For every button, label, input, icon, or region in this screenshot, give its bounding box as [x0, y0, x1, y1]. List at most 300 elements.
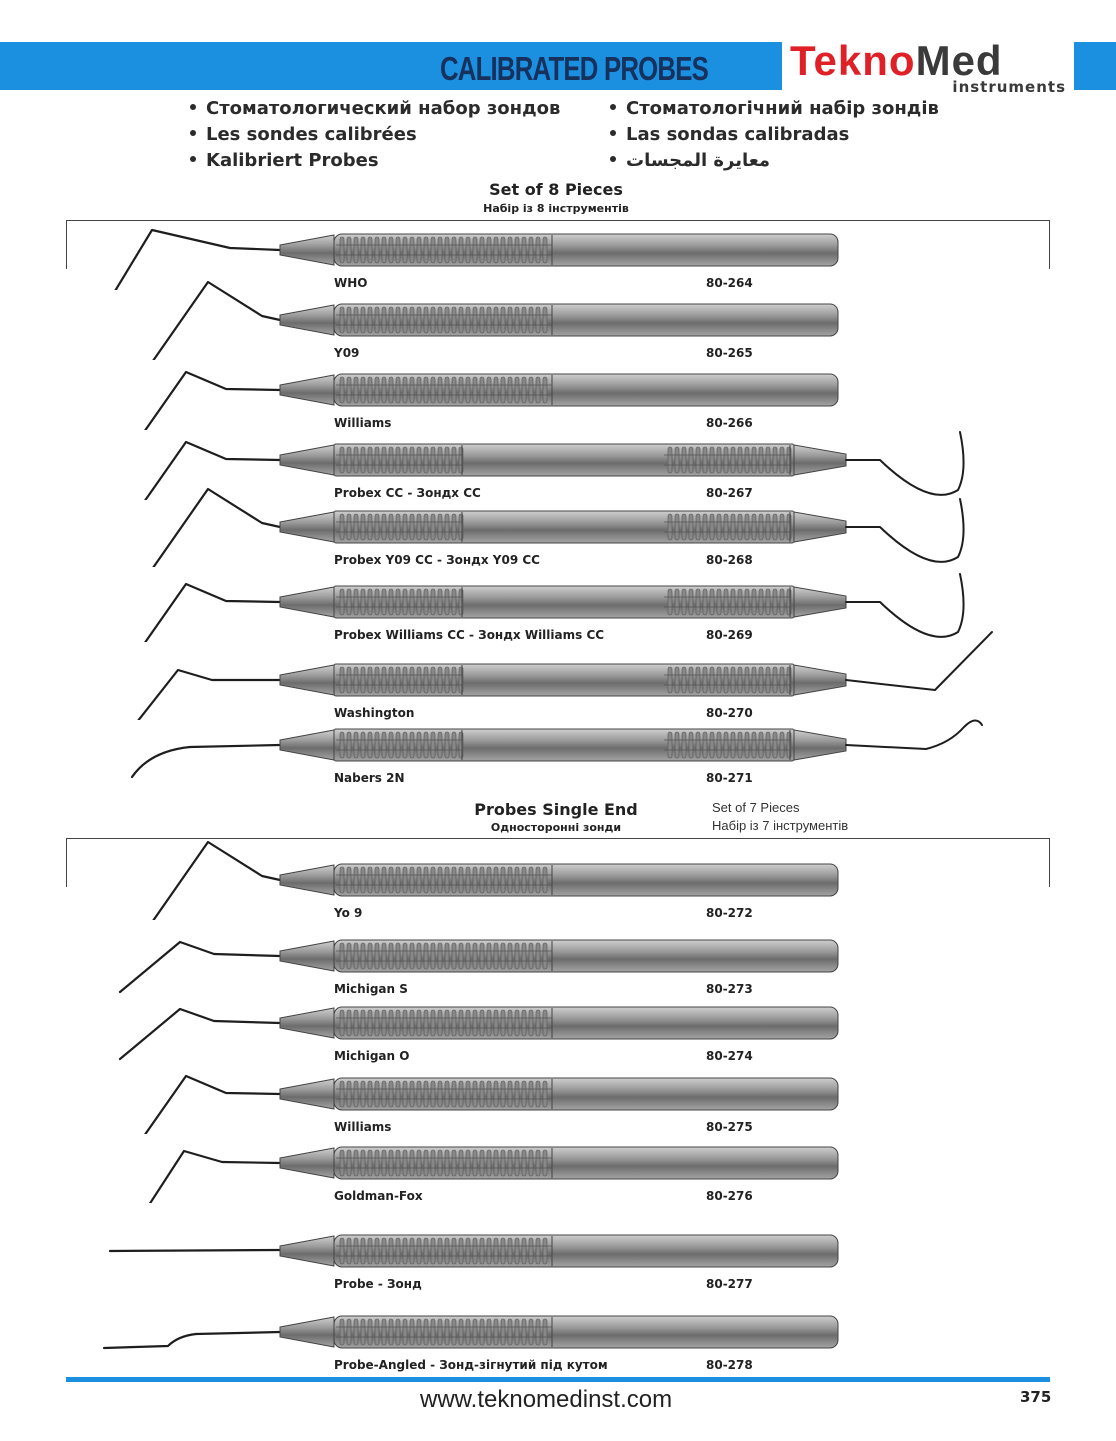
knurl-ridge: [340, 1238, 344, 1264]
instrument-name: Probex Williams CC - Зондх Williams CC: [334, 628, 605, 642]
instrument-code: 80-273: [706, 982, 753, 996]
instrument-row: [0, 1103, 1116, 1203]
knurl-ridge: [431, 514, 435, 540]
knurl-ridge: [368, 732, 372, 758]
probe-tip: [110, 1250, 280, 1251]
knurl-ridge: [494, 1238, 498, 1264]
knurl-ridge: [738, 589, 742, 615]
translation-text: Las sondas calibradas: [626, 124, 850, 145]
instrument-name: Goldman-Fox: [334, 1189, 423, 1203]
knurl-ridge: [424, 867, 428, 893]
knurl-ridge: [410, 1238, 414, 1264]
footer-url: www.teknomedinst.com: [420, 1386, 673, 1413]
set-eight-title: Set of 8 Pieces: [489, 180, 623, 199]
knurl-ridge: [731, 732, 735, 758]
knurl-ridge: [766, 514, 770, 540]
instrument-code: 80-264: [706, 276, 753, 290]
instrument-code: 80-269: [706, 628, 753, 642]
knurl-ridge: [361, 589, 365, 615]
instrument-name: Michigan O: [334, 1049, 410, 1063]
single-end-subtitle: Односторонні зонди: [490, 821, 622, 834]
instrument-code: 80-265: [706, 346, 753, 360]
knurl-ridge: [361, 514, 365, 540]
knurl-ridge: [717, 589, 721, 615]
knurl-ridge: [752, 514, 756, 540]
knurl-ridge: [543, 867, 547, 893]
instrument-name: Probe - Зонд: [334, 1277, 422, 1291]
instrument-name: Williams: [334, 416, 392, 430]
knurl-ridge: [515, 867, 519, 893]
knurl-ridge: [361, 867, 365, 893]
knurl-ridge: [431, 1010, 435, 1036]
knurl-ridge: [689, 589, 693, 615]
knurl-ridge: [501, 1238, 505, 1264]
instrument-code: 80-270: [706, 706, 753, 720]
knurl-ridge: [368, 1238, 372, 1264]
handle-cone: [794, 730, 846, 760]
brand-wordmark-red: Tekno: [790, 37, 916, 84]
knurl-ridge: [466, 1010, 470, 1036]
knurl-ridge: [724, 589, 728, 615]
knurl-ridge: [410, 1010, 414, 1036]
knurl-ridge: [396, 1150, 400, 1176]
knurl-ridge: [543, 1150, 547, 1176]
knurl-ridge: [689, 732, 693, 758]
knurl-ridge: [515, 1010, 519, 1036]
instrument-name: Probex Y09 CC - Зондх Y09 CC: [334, 553, 540, 567]
instrument-name: Y09: [334, 346, 360, 360]
knurl-ridge: [466, 1150, 470, 1176]
knurl-ridge: [410, 589, 414, 615]
knurl-ridge: [375, 1238, 379, 1264]
translation-item: [610, 150, 939, 176]
instrument-code: 80-266: [706, 416, 753, 430]
knurl-ridge: [501, 1150, 505, 1176]
knurl-ridge: [396, 514, 400, 540]
handle-cone: [280, 1317, 334, 1347]
knurl-ridge: [347, 1319, 351, 1345]
knurl-ridge: [452, 1238, 456, 1264]
knurl-ridge: [361, 1319, 365, 1345]
knurl-ridge: [375, 1010, 379, 1036]
knurl-ridge: [410, 514, 414, 540]
handle-cone: [280, 1236, 334, 1266]
knurl-ridge: [403, 589, 407, 615]
knurl-ridge: [459, 1150, 463, 1176]
instrument-code: 80-272: [706, 906, 753, 920]
knurl-ridge: [703, 514, 707, 540]
knurl-ridge: [403, 867, 407, 893]
knurl-ridge: [501, 1010, 505, 1036]
knurl-ridge: [375, 589, 379, 615]
knurl-ridge: [354, 1319, 358, 1345]
knurl-ridge: [396, 589, 400, 615]
translation-item: [190, 124, 560, 150]
knurl-ridge: [368, 1319, 372, 1345]
knurl-ridge: [445, 1319, 449, 1345]
knurl-ridge: [340, 867, 344, 893]
instrument-code: 80-277: [706, 1277, 753, 1291]
knurl-ridge: [368, 867, 372, 893]
knurl-ridge: [543, 1010, 547, 1036]
knurl-ridge: [480, 867, 484, 893]
knurl-ridge: [738, 732, 742, 758]
knurl-ridge: [445, 1150, 449, 1176]
knurl-ridge: [515, 1319, 519, 1345]
knurl-ridge: [438, 514, 442, 540]
knurl-ridge: [745, 732, 749, 758]
handle-body: [334, 1316, 838, 1348]
knurl-ridge: [389, 1010, 393, 1036]
knurl-ridge: [396, 1319, 400, 1345]
knurl-ridge: [389, 867, 393, 893]
knurl-ridge: [403, 1150, 407, 1176]
knurl-ridge: [682, 589, 686, 615]
knurl-ridge: [347, 1010, 351, 1036]
knurl-ridge: [759, 732, 763, 758]
bullet-icon: [610, 156, 616, 162]
knurl-ridge: [703, 732, 707, 758]
knurl-ridge: [431, 589, 435, 615]
knurl-ridge: [480, 1238, 484, 1264]
knurl-ridge: [424, 1010, 428, 1036]
knurl-ridge: [382, 1150, 386, 1176]
knurl-ridge: [487, 1238, 491, 1264]
translation-item: [610, 124, 939, 150]
knurl-ridge: [689, 514, 693, 540]
knurl-ridge: [494, 867, 498, 893]
knurl-ridge: [452, 1010, 456, 1036]
knurl-ridge: [501, 1319, 505, 1345]
knurl-ridge: [431, 1238, 435, 1264]
knurl-ridge: [515, 1238, 519, 1264]
translation-text: Les sondes calibrées: [206, 124, 417, 145]
knurl-ridge: [480, 1319, 484, 1345]
knurl-ridge: [417, 1238, 421, 1264]
knurl-ridge: [696, 589, 700, 615]
translation-text: Стоматологічний набір зондів: [626, 98, 939, 119]
instrument-drawing: [0, 1272, 1116, 1372]
knurl-ridge: [368, 1010, 372, 1036]
knurl-ridge: [438, 1319, 442, 1345]
knurl-ridge: [368, 514, 372, 540]
knurl-ridge: [431, 867, 435, 893]
knurl-ridge: [361, 732, 365, 758]
knurl-ridge: [724, 732, 728, 758]
knurl-ridge: [438, 1010, 442, 1036]
knurl-ridge: [354, 1238, 358, 1264]
instrument-code: 80-278: [706, 1358, 753, 1372]
knurl-ridge: [675, 732, 679, 758]
knurl-ridge: [773, 732, 777, 758]
knurl-ridge: [543, 1319, 547, 1345]
knurl-ridge: [473, 1010, 477, 1036]
knurl-ridge: [438, 1150, 442, 1176]
knurl-ridge: [473, 1150, 477, 1176]
knurl-ridge: [459, 867, 463, 893]
knurl-ridge: [480, 1010, 484, 1036]
knurl-ridge: [375, 1319, 379, 1345]
knurl-ridge: [522, 1238, 526, 1264]
knurl-ridge: [389, 1150, 393, 1176]
handle-body: [334, 1147, 838, 1179]
knurl-ridge: [696, 514, 700, 540]
knurl-ridge: [340, 1319, 344, 1345]
knurl-ridge: [752, 732, 756, 758]
instrument-name: Probe-Angled - Зонд-зігнутий під кутом: [334, 1358, 608, 1372]
knurl-ridge: [431, 1319, 435, 1345]
knurl-ridge: [480, 1150, 484, 1176]
knurl-ridge: [529, 1238, 533, 1264]
probe-tip: [132, 745, 280, 777]
knurl-ridge: [396, 1238, 400, 1264]
brand-wordmark-dark: Med: [915, 37, 1003, 84]
knurl-ridge: [738, 514, 742, 540]
knurl-ridge: [696, 732, 700, 758]
bullet-icon: [190, 156, 196, 162]
knurl-ridge: [403, 1010, 407, 1036]
knurl-ridge: [389, 514, 393, 540]
knurl-ridge: [522, 867, 526, 893]
knurl-ridge: [536, 1319, 540, 1345]
knurl-ridge: [389, 1238, 393, 1264]
knurl-ridge: [403, 1238, 407, 1264]
knurl-ridge: [466, 1319, 470, 1345]
knurl-ridge: [522, 1150, 526, 1176]
knurl-ridge: [682, 732, 686, 758]
knurl-ridge: [752, 589, 756, 615]
knurl-ridge: [473, 1319, 477, 1345]
knurl-ridge: [382, 589, 386, 615]
translation-text: Kalibriert Probes: [206, 150, 379, 171]
knurl-ridge: [780, 589, 784, 615]
knurl-ridge: [508, 1238, 512, 1264]
knurl-ridge: [445, 1010, 449, 1036]
knurl-ridge: [368, 589, 372, 615]
brand-subtitle: instruments: [952, 78, 1066, 96]
knurl-ridge: [347, 1238, 351, 1264]
knurl-ridge: [403, 732, 407, 758]
single-end-title: Probes Single End: [474, 800, 638, 819]
handle-cone: [280, 730, 334, 760]
knurl-ridge: [773, 589, 777, 615]
translations-right: [610, 98, 939, 176]
knurl-ridge: [745, 514, 749, 540]
knurl-ridge: [375, 514, 379, 540]
knurl-ridge: [424, 589, 428, 615]
knurl-ridge: [347, 732, 351, 758]
knurl-ridge: [417, 1319, 421, 1345]
knurl-ridge: [766, 732, 770, 758]
knurl-ridge: [417, 867, 421, 893]
knurl-ridge: [424, 1319, 428, 1345]
handle-body: [334, 864, 838, 896]
knurl-ridge: [382, 514, 386, 540]
instrument-name: Yo 9: [334, 906, 363, 920]
instrument-name: Probex CC - Зондх CC: [334, 486, 481, 500]
handle-cone: [280, 1148, 334, 1178]
knurl-ridge: [536, 1010, 540, 1036]
knurl-ridge: [354, 1150, 358, 1176]
knurl-ridge: [487, 1010, 491, 1036]
knurl-ridge: [459, 1010, 463, 1036]
knurl-ridge: [501, 867, 505, 893]
knurl-ridge: [347, 1150, 351, 1176]
knurl-ridge: [473, 1238, 477, 1264]
translation-text: معايرة المجسات: [626, 150, 771, 171]
set-eight-subtitle: Набір із 8 інструментів: [483, 202, 629, 215]
knurl-ridge: [780, 514, 784, 540]
knurl-ridge: [522, 1319, 526, 1345]
knurl-ridge: [543, 1238, 547, 1264]
instrument-code: 80-267: [706, 486, 753, 500]
instrument-code: 80-275: [706, 1120, 753, 1134]
knurl-ridge: [389, 1319, 393, 1345]
bullet-icon: [610, 104, 616, 110]
instrument-name: WHO: [334, 276, 368, 290]
probe-tip: [104, 1332, 280, 1348]
handle-cone: [794, 512, 846, 542]
instrument-drawing: [0, 685, 1116, 785]
knurl-ridge: [424, 732, 428, 758]
knurl-ridge: [536, 867, 540, 893]
instrument-code: 80-276: [706, 1189, 753, 1203]
knurl-ridge: [354, 867, 358, 893]
knurl-ridge: [417, 732, 421, 758]
bullet-icon: [190, 104, 196, 110]
knurl-ridge: [445, 867, 449, 893]
knurl-ridge: [494, 1010, 498, 1036]
instrument-name: Washington: [334, 706, 415, 720]
knurl-ridge: [445, 514, 449, 540]
instrument-drawing: [0, 1103, 1116, 1203]
knurl-ridge: [417, 1150, 421, 1176]
knurl-ridge: [438, 1238, 442, 1264]
knurl-ridge: [487, 867, 491, 893]
knurl-ridge: [368, 1150, 372, 1176]
instrument-name: Michigan S: [334, 982, 408, 996]
knurl-ridge: [529, 867, 533, 893]
knurl-ridge: [354, 1010, 358, 1036]
page-title: CALIBRATED PROBES: [440, 50, 708, 87]
handle-body: [334, 1235, 838, 1267]
brand-logo: [782, 36, 1074, 94]
knurl-ridge: [417, 514, 421, 540]
knurl-ridge: [466, 1238, 470, 1264]
knurl-ridge: [424, 1238, 428, 1264]
translation-item: [190, 150, 560, 176]
knurl-ridge: [522, 1010, 526, 1036]
knurl-ridge: [347, 867, 351, 893]
probe-tip: [846, 720, 982, 749]
knurl-ridge: [382, 867, 386, 893]
knurl-ridge: [703, 589, 707, 615]
knurl-ridge: [375, 732, 379, 758]
knurl-ridge: [508, 867, 512, 893]
knurl-ridge: [452, 732, 456, 758]
knurl-ridge: [431, 732, 435, 758]
knurl-ridge: [675, 514, 679, 540]
knurl-ridge: [494, 1150, 498, 1176]
knurl-ridge: [438, 867, 442, 893]
footer-line: [66, 1377, 1050, 1382]
knurl-ridge: [354, 514, 358, 540]
knurl-ridge: [529, 1319, 533, 1345]
knurl-ridge: [375, 867, 379, 893]
knurl-ridge: [347, 589, 351, 615]
knurl-ridge: [536, 1238, 540, 1264]
knurl-ridge: [487, 1150, 491, 1176]
knurl-ridge: [668, 732, 672, 758]
bullet-icon: [610, 130, 616, 136]
knurl-ridge: [389, 732, 393, 758]
knurl-ridge: [759, 589, 763, 615]
knurl-ridge: [410, 1319, 414, 1345]
instrument-code: 80-268: [706, 553, 753, 567]
knurl-ridge: [717, 514, 721, 540]
knurl-ridge: [403, 514, 407, 540]
knurl-ridge: [459, 1319, 463, 1345]
knurl-ridge: [452, 514, 456, 540]
knurl-ridge: [445, 589, 449, 615]
knurl-ridge: [459, 1238, 463, 1264]
translations-left: [190, 98, 560, 176]
knurl-ridge: [382, 1238, 386, 1264]
knurl-ridge: [445, 732, 449, 758]
knurl-ridge: [424, 1150, 428, 1176]
knurl-ridge: [487, 1319, 491, 1345]
knurl-ridge: [717, 732, 721, 758]
knurl-ridge: [724, 514, 728, 540]
knurl-ridge: [508, 1010, 512, 1036]
knurl-ridge: [410, 732, 414, 758]
knurl-ridge: [347, 514, 351, 540]
knurl-ridge: [354, 732, 358, 758]
knurl-ridge: [508, 1150, 512, 1176]
knurl-ridge: [438, 589, 442, 615]
translation-item: [610, 98, 939, 124]
knurl-ridge: [759, 514, 763, 540]
knurl-ridge: [361, 1010, 365, 1036]
single-end-note-line: Set of 7 Pieces: [712, 800, 800, 815]
knurl-ridge: [431, 1150, 435, 1176]
knurl-ridge: [375, 1150, 379, 1176]
knurl-ridge: [466, 867, 470, 893]
knurl-ridge: [710, 514, 714, 540]
knurl-ridge: [438, 732, 442, 758]
knurl-ridge: [396, 1010, 400, 1036]
knurl-ridge: [473, 867, 477, 893]
knurl-ridge: [445, 1238, 449, 1264]
knurl-ridge: [745, 589, 749, 615]
knurl-ridge: [731, 589, 735, 615]
handle-cone: [280, 865, 334, 895]
translation-text: Стоматологический набор зондов: [206, 98, 561, 119]
knurl-ridge: [773, 514, 777, 540]
knurl-ridge: [382, 1010, 386, 1036]
instrument-row: [0, 685, 1116, 785]
knurl-ridge: [417, 589, 421, 615]
knurl-ridge: [668, 589, 672, 615]
knurl-ridge: [710, 589, 714, 615]
knurl-ridge: [452, 589, 456, 615]
handle-cone: [280, 512, 334, 542]
knurl-ridge: [682, 514, 686, 540]
knurl-ridge: [515, 1150, 519, 1176]
knurl-ridge: [452, 1150, 456, 1176]
bullet-icon: [190, 130, 196, 136]
knurl-ridge: [361, 1238, 365, 1264]
